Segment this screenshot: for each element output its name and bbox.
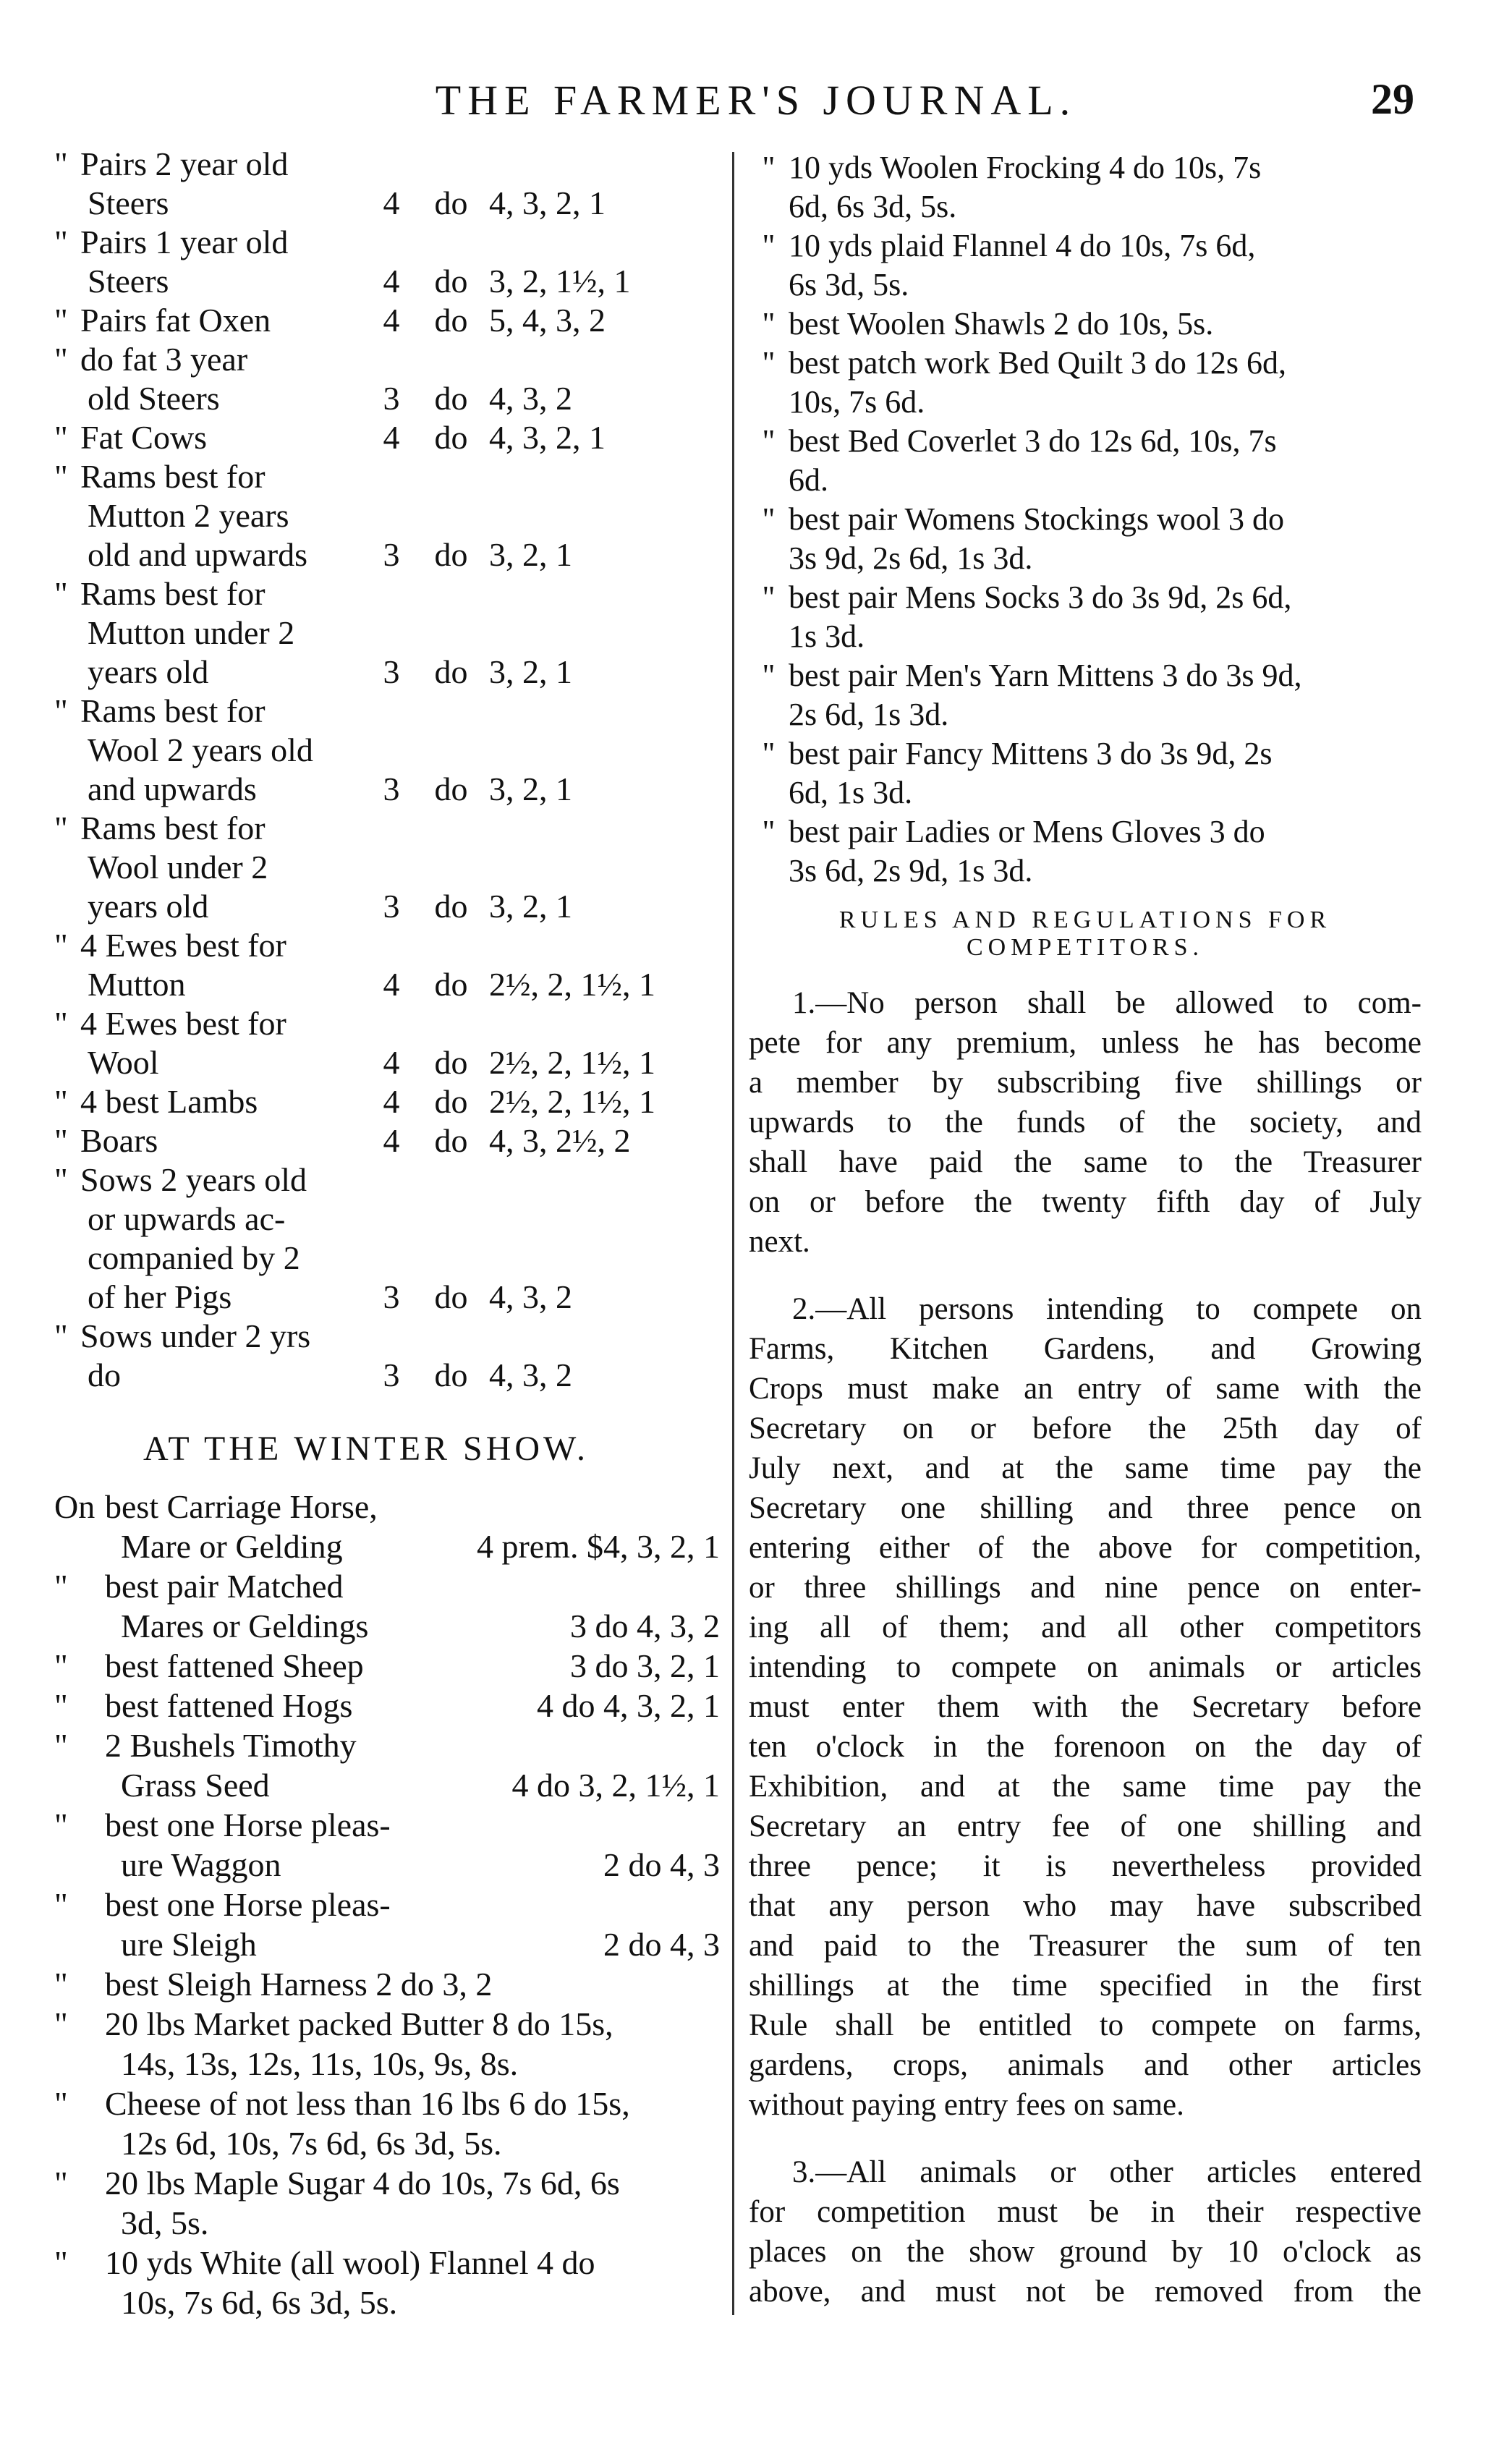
description-line: Rams best for [80, 810, 266, 846]
winter-premium-item [54, 2004, 727, 2084]
description-line: or upwards ac- [88, 1200, 286, 1237]
item-line [54, 2084, 727, 2123]
item-line [749, 500, 1422, 539]
item-line [54, 1725, 727, 1765]
description-line: Pairs 2 year old [80, 145, 289, 182]
item-prefix: " [54, 2005, 68, 2042]
item-line: 3d, 5s. [121, 2204, 209, 2241]
item-prefix: " [54, 1687, 68, 1724]
description-line: 4 Ewes best for [80, 927, 286, 964]
premium-values [362, 1043, 655, 1082]
item-line [54, 1686, 727, 1725]
quote-mark: " [54, 575, 68, 612]
item-line: 10s, 7s 6d. [789, 384, 925, 420]
winter-premium-item [54, 1964, 727, 2004]
item-line [54, 1964, 727, 2004]
item-line: ure Sleigh 2 do 4, 3 [121, 1926, 720, 1963]
rule-line: Farms, Kitchen Gardens, and Growing [749, 1332, 1422, 1366]
premium-row [54, 692, 727, 809]
winter-premium-item [54, 1686, 727, 1725]
household-premium-item [749, 734, 1422, 812]
item-line: 10s, 7s 6d, 6s 3d, 5s. [121, 2284, 398, 2321]
premium-count: 3 [383, 770, 400, 807]
premium-row [54, 926, 727, 1004]
premium-amounts: 4, 3, 2½, 2 [489, 1122, 631, 1159]
premium-count: 4 [383, 1122, 400, 1159]
premium-values [362, 1082, 655, 1121]
household-premium-item [749, 148, 1422, 226]
description-line: of her Pigs [88, 1278, 232, 1315]
premium-row [54, 1004, 727, 1082]
livestock-premium-list [54, 145, 727, 1395]
description-line: 4 best Lambs [80, 1083, 258, 1120]
premium-row [54, 574, 727, 692]
premium-description [80, 1160, 362, 1317]
premium-values [362, 379, 572, 418]
premium-amounts: 3 do 3, 2, 1 [570, 1647, 720, 1684]
description-line: Fat Cows [80, 419, 208, 456]
item-text: Cheese of not less than 16 lbs 6 do 15s, [105, 2085, 630, 2122]
premium-amounts: 2 do 4, 3 [603, 1926, 720, 1963]
premium-row [54, 1082, 727, 1121]
premium-row [54, 301, 727, 340]
item-line [54, 1885, 727, 1924]
premium-values [362, 535, 572, 574]
winter-premium-item [54, 1805, 727, 1885]
premium-description [80, 145, 362, 223]
rule-line: without paying entry fees on same. [749, 2088, 1184, 2122]
winter-show-premium-list [54, 1487, 727, 2322]
rule-line: shall have paid the same to the Treasurer [749, 1145, 1422, 1179]
item-line: Grass Seed 4 do 3, 2, 1½, 1 [121, 1767, 720, 1804]
item-line [749, 305, 1422, 344]
rule-paragraph [749, 983, 1422, 1262]
item-line: 6d, 1s 3d. [789, 775, 913, 810]
item-text: 20 lbs Market packed Butter 8 do 15s, [105, 2005, 613, 2042]
item-text: best pair Mens Socks 3 do 3s 9d, 2s 6d, [789, 579, 1292, 615]
item-line [749, 422, 1422, 461]
rule-line: intending to compete on animals or articles [749, 1650, 1422, 1684]
winter-premium-item [54, 2163, 727, 2243]
quote-mark: " [54, 927, 68, 964]
item-text: 10 yds White (all wool) Flannel 4 do [105, 2244, 595, 2281]
premium-values [362, 184, 606, 223]
description-line: Sows under 2 yrs [80, 1317, 311, 1354]
ditto-mark: do [434, 966, 468, 1003]
household-premium-item [749, 656, 1422, 734]
item-prefix: " [54, 1727, 68, 1764]
premium-values [362, 770, 572, 809]
page-header-title: THE FARMER'S JOURNAL. [435, 77, 1077, 124]
premium-count: 4 [383, 184, 400, 221]
premium-row [54, 340, 727, 418]
item-line [749, 148, 1422, 187]
description-line: Mutton [88, 966, 186, 1003]
item-text: best Carriage Horse, [105, 1488, 378, 1525]
premium-amounts: 4, 3, 2, 1 [489, 184, 606, 221]
item-line [54, 1487, 727, 1527]
item-line: Mare or Gelding 4 prem. $4, 3, 2, 1 [121, 1528, 720, 1565]
premium-row [54, 1121, 727, 1160]
description-line: Sows 2 years old [80, 1161, 307, 1198]
item-line [54, 1805, 727, 1845]
item-prefix: On [54, 1488, 95, 1525]
item-text: best pair Ladies or Mens Gloves 3 do [789, 814, 1265, 849]
premium-description [80, 1004, 362, 1082]
description-line: Boars [80, 1122, 158, 1159]
premium-amounts: 4, 3, 2 [489, 1278, 572, 1315]
quote-mark: " [54, 1161, 68, 1198]
item-prefix: " [54, 1806, 68, 1843]
premium-count: 4 [383, 302, 400, 339]
item-text: 20 lbs Maple Sugar 4 do 10s, 7s 6d, 6s [105, 2165, 620, 2202]
premium-row [54, 145, 727, 223]
household-premium-item [749, 578, 1422, 656]
item-text: 10 yds plaid Flannel 4 do 10s, 7s 6d, [789, 228, 1256, 263]
premium-amounts: 3, 2, 1 [489, 770, 572, 807]
household-premium-item [749, 422, 1422, 500]
quote-mark: " [762, 501, 776, 537]
ditto-mark: do [434, 380, 468, 417]
item-line: 3s 6d, 2s 9d, 1s 3d. [789, 853, 1033, 888]
premium-description [80, 418, 362, 457]
quote-mark: " [54, 1005, 68, 1042]
rule-line: Secretary one shilling and three pence on [749, 1491, 1422, 1525]
rule-line: or three shillings and nine pence on enter- [749, 1571, 1422, 1605]
premium-count: 4 [383, 419, 400, 456]
premium-amounts: 4, 3, 2, 1 [489, 419, 606, 456]
premium-description [80, 1121, 362, 1160]
winter-premium-item [54, 1885, 727, 1964]
premium-amounts: 3, 2, 1 [489, 653, 572, 690]
winter-premium-item [54, 1487, 727, 1566]
description-line: Mutton under 2 [88, 614, 295, 651]
item-text: 10 yds Woolen Frocking 4 do 10s, 7s [789, 150, 1262, 185]
ditto-mark: do [434, 653, 468, 690]
item-text: best pair Fancy Mittens 3 do 3s 9d, 2s [789, 736, 1273, 771]
ditto-mark: do [434, 888, 468, 925]
quote-mark: " [762, 814, 776, 849]
quote-mark: " [54, 341, 68, 378]
description-line: Wool under 2 [88, 849, 268, 886]
premium-amounts: 4, 3, 2 [489, 380, 572, 417]
winter-premium-item [54, 1725, 727, 1805]
ditto-mark: do [434, 263, 468, 300]
rule-line: upwards to the funds of the society, and [749, 1105, 1422, 1139]
premium-values [362, 1121, 631, 1160]
quote-mark: " [762, 736, 776, 771]
description-line: Rams best for [80, 458, 266, 495]
premium-values [362, 301, 606, 340]
rule-line: next. [749, 1225, 810, 1259]
rule-line: shillings at the time specified in the first [749, 1969, 1422, 2003]
premium-amounts: 5, 4, 3, 2 [489, 302, 606, 339]
premium-amounts: 4 do 4, 3, 2, 1 [537, 1687, 720, 1724]
household-premium-list [749, 148, 1422, 891]
winter-premium-item [54, 2243, 727, 2322]
description-line: years old [88, 888, 209, 925]
rule-line: for competition must be in their respective [749, 2195, 1422, 2229]
quote-mark: " [762, 423, 776, 459]
quote-mark: " [54, 1083, 68, 1120]
rule-line: ten o'clock in the forenoon on the day of [749, 1730, 1422, 1764]
rule-line: Secretary an entry fee of one shilling and [749, 1809, 1422, 1843]
item-line [749, 812, 1422, 852]
premium-count: 3 [383, 888, 400, 925]
quote-mark: " [54, 810, 68, 846]
premium-amounts: 3, 2, 1 [489, 536, 572, 573]
item-line [749, 656, 1422, 695]
premium-amounts: 3 do 4, 3, 2 [570, 1608, 720, 1644]
item-line [749, 734, 1422, 773]
description-line: old and upwards [88, 536, 308, 573]
premium-description [80, 340, 362, 418]
item-line [749, 226, 1422, 266]
rule-line: a member by subscribing five shillings or [749, 1066, 1422, 1100]
ditto-mark: do [434, 184, 468, 221]
rule-line: and paid to the Treasurer the sum of ten [749, 1929, 1422, 1963]
item-line [749, 578, 1422, 617]
premium-description [80, 692, 362, 809]
rule-line: 3.—All animals or other articles entered [792, 2155, 1422, 2189]
item-line [54, 1566, 727, 1606]
description-line: Steers [88, 263, 169, 300]
premium-count: 3 [383, 653, 400, 690]
item-prefix: " [54, 1568, 68, 1605]
household-premium-item [749, 500, 1422, 578]
premium-count: 4 [383, 263, 400, 300]
quote-mark: " [54, 692, 68, 729]
quote-mark: " [762, 658, 776, 693]
description-line: Pairs 1 year old [80, 224, 289, 260]
item-text: best one Horse pleas- [105, 1806, 391, 1843]
description-line: companied by 2 [88, 1239, 300, 1276]
premium-amounts: 3, 2, 1 [489, 888, 572, 925]
rule-line: pete for any premium, unless he has become [749, 1026, 1422, 1060]
description-line: Mutton 2 years [88, 497, 289, 534]
description-line: and upwards [88, 770, 257, 807]
household-premium-item [749, 812, 1422, 891]
rule-line: Rule shall be entitled to compete on farms, [749, 2008, 1422, 2042]
quote-mark: " [762, 150, 776, 185]
right-column [749, 148, 1422, 2339]
quote-mark: " [54, 302, 68, 339]
premium-description [80, 809, 362, 926]
item-text: best Bed Coverlet 3 do 12s 6d, 10s, 7s [789, 423, 1277, 459]
premium-count: 4 [383, 1044, 400, 1081]
premium-description [80, 223, 362, 301]
column-divider [732, 152, 734, 2315]
item-line: Mares or Geldings 3 do 4, 3, 2 [121, 1608, 720, 1644]
rule-line: three pence; it is nevertheless provided [749, 1849, 1422, 1883]
rule-line: 1.—No person shall be allowed to com- [792, 986, 1422, 1020]
premium-amounts: 2½, 2, 1½, 1 [489, 966, 655, 1003]
quote-mark: " [762, 345, 776, 381]
item-line: 6d. [789, 462, 828, 498]
premium-amounts: 2 do 4, 3 [603, 1846, 720, 1883]
ditto-mark: do [434, 536, 468, 573]
winter-show-heading: AT THE WINTER SHOW. [143, 1430, 589, 1468]
description-line: Rams best for [80, 692, 266, 729]
item-text: best pair Womens Stockings wool 3 do [789, 501, 1284, 537]
rule-line: ing all of them; and all other competitors [749, 1610, 1422, 1644]
description-line: 4 Ewes best for [80, 1005, 286, 1042]
description-line: years old [88, 653, 209, 690]
rule-line: July next, and at the same time pay the [749, 1451, 1422, 1485]
item-prefix: " [54, 1647, 68, 1684]
premium-description [80, 574, 362, 692]
premium-description [80, 301, 362, 340]
quote-mark: " [54, 224, 68, 260]
item-line: ure Waggon 2 do 4, 3 [121, 1846, 720, 1883]
quote-mark: " [762, 306, 776, 341]
description-line: Steers [88, 184, 169, 221]
premium-amounts: 2½, 2, 1½, 1 [489, 1083, 655, 1120]
premium-values [362, 262, 631, 301]
rule-line: gardens, crops, animals and other articles [749, 2048, 1422, 2082]
item-line [54, 2163, 727, 2203]
rule-line: must enter them with the Secretary before [749, 1690, 1422, 1724]
premium-count: 4 [383, 1083, 400, 1120]
premium-amounts: 2½, 2, 1½, 1 [489, 1044, 655, 1081]
page-number: 29 [1371, 75, 1414, 123]
item-text: best patch work Bed Quilt 3 do 12s 6d, [789, 345, 1287, 381]
premium-count: 3 [383, 1357, 400, 1393]
premium-values [362, 418, 606, 457]
description-line: Wool [88, 1044, 159, 1081]
quote-mark: " [762, 579, 776, 615]
premium-amounts: 4, 3, 2 [489, 1357, 572, 1393]
quote-mark: " [762, 228, 776, 263]
premium-values [362, 965, 655, 1004]
item-text: best fattened Sheep [105, 1647, 364, 1684]
ditto-mark: do [434, 302, 468, 339]
item-text: best fattened Hogs [105, 1687, 353, 1724]
premium-count: 3 [383, 536, 400, 573]
description-line: old Steers [88, 380, 220, 417]
ditto-mark: do [434, 770, 468, 807]
quote-mark: " [54, 419, 68, 456]
premium-row [54, 1317, 727, 1395]
item-line [54, 2004, 727, 2044]
rule-line: on or before the twenty fifth day of July [749, 1185, 1422, 1219]
premium-row [54, 809, 727, 926]
winter-premium-item [54, 1646, 727, 1686]
item-prefix: " [54, 1966, 68, 2003]
premium-values [362, 1356, 572, 1395]
household-premium-item [749, 305, 1422, 344]
rule-line: Crops must make an entry of same with the [749, 1372, 1422, 1406]
premium-row [54, 418, 727, 457]
item-line: 14s, 13s, 12s, 11s, 10s, 9s, 8s. [121, 2045, 519, 2082]
premium-count: 3 [383, 380, 400, 417]
description-line: do fat 3 year [80, 341, 248, 378]
item-text: best pair Matched [105, 1568, 344, 1605]
premium-row [54, 457, 727, 574]
premium-description [80, 1082, 362, 1121]
ditto-mark: do [434, 1357, 468, 1393]
rule-line: 2.—All persons intending to compete on [792, 1292, 1422, 1326]
item-text: best Woolen Shawls 2 do 10s, 5s. [789, 306, 1214, 341]
ditto-mark: do [434, 1083, 468, 1120]
premium-row [54, 223, 727, 301]
rule-line: Exhibition, and at the same time pay the [749, 1770, 1422, 1804]
description-line: Wool 2 years old [88, 731, 313, 768]
item-prefix: " [54, 2085, 68, 2122]
rules-heading: RULES AND REGULATIONS FOR COMPETITORS. [838, 907, 1332, 961]
item-text: best one Horse pleas- [105, 1886, 391, 1923]
quote-mark: " [54, 145, 68, 182]
description-line: Rams best for [80, 575, 266, 612]
premium-values [362, 1278, 572, 1317]
rule-paragraph [749, 1289, 1422, 2125]
rule-line: places on the show ground by 10 o'clock as [749, 2235, 1422, 2269]
ditto-mark: do [434, 1044, 468, 1081]
premium-row [54, 1160, 727, 1317]
premium-description [80, 926, 362, 1004]
description-line: Pairs fat Oxen [80, 302, 271, 339]
ditto-mark: do [434, 1122, 468, 1159]
item-line: 6d, 6s 3d, 5s. [789, 189, 957, 224]
item-line [749, 344, 1422, 383]
item-line [54, 2243, 727, 2283]
premium-amounts: 3, 2, 1½, 1 [489, 263, 631, 300]
premium-amounts: 4 prem. $4, 3, 2, 1 [476, 1528, 720, 1565]
winter-premium-item [54, 2084, 727, 2163]
item-prefix: " [54, 2165, 68, 2202]
item-prefix: " [54, 1886, 68, 1923]
winter-premium-item [54, 1566, 727, 1646]
item-line: 6s 3d, 5s. [789, 267, 909, 302]
rules-list [749, 983, 1422, 2311]
quote-mark: " [54, 458, 68, 495]
item-line [54, 1646, 727, 1686]
item-text: best pair Men's Yarn Mittens 3 do 3s 9d, [789, 658, 1302, 693]
rule-line: that any person who may have subscribed [749, 1889, 1422, 1923]
rule-line: above, and must not be removed from the [749, 2275, 1422, 2309]
rule-paragraph [749, 2152, 1422, 2311]
rule-line: entering either of the above for competition, [749, 1531, 1422, 1565]
premium-description [80, 457, 362, 574]
ditto-mark: do [434, 1278, 468, 1315]
household-premium-item [749, 226, 1422, 305]
premium-values [362, 653, 572, 692]
household-premium-item [749, 344, 1422, 422]
premium-count: 3 [383, 1278, 400, 1315]
premium-description [80, 1317, 362, 1395]
ditto-mark: do [434, 419, 468, 456]
premium-values [362, 887, 572, 926]
quote-mark: " [54, 1317, 68, 1354]
description-line: do [88, 1357, 121, 1393]
item-text: best Sleigh Harness 2 do 3, 2 [105, 1966, 493, 2003]
item-line: 2s 6d, 1s 3d. [789, 697, 949, 732]
item-text: 2 Bushels Timothy [105, 1727, 357, 1764]
item-line: 12s 6d, 10s, 7s 6d, 6s 3d, 5s. [121, 2125, 502, 2162]
quote-mark: " [54, 1122, 68, 1159]
premium-amounts: 4 do 3, 2, 1½, 1 [511, 1767, 720, 1804]
item-line: 1s 3d. [789, 619, 865, 654]
rule-line: Secretary on or before the 25th day of [749, 1411, 1422, 1445]
item-prefix: " [54, 2244, 68, 2281]
item-line: 3s 9d, 2s 6d, 1s 3d. [789, 540, 1033, 576]
premium-count: 4 [383, 966, 400, 1003]
